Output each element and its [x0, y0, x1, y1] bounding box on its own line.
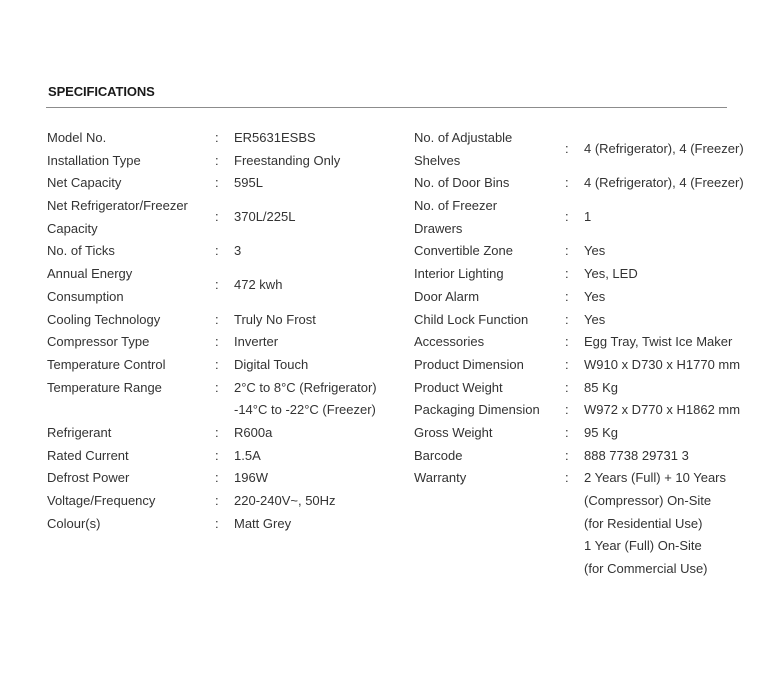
spec-separator: : [565, 424, 569, 440]
spec-separator: : [565, 402, 569, 418]
spec-value [234, 240, 241, 263]
spec-separator: : [565, 334, 569, 350]
spec-value-line: 888 7738 29731 3 [584, 447, 689, 463]
spec-label-line: Convertible Zone [414, 243, 513, 259]
spec-label [414, 263, 504, 286]
spec-separator: : [215, 277, 219, 293]
spec-value [234, 354, 308, 377]
spec-value-line: (Compressor) On-Site [584, 493, 712, 509]
spec-value-line: 2°C to 8°C (Refrigerator) [234, 379, 377, 395]
spec-label [414, 331, 484, 354]
spec-separator: : [215, 334, 219, 350]
spec-separator: : [215, 424, 219, 440]
spec-value [234, 445, 261, 468]
spec-label [414, 467, 466, 490]
spec-label-line: Net Refrigerator/Freezer [47, 198, 188, 214]
spec-separator: : [565, 243, 569, 259]
spec-label-line: Temperature Control [47, 356, 166, 372]
spec-value-line: Yes [584, 288, 606, 304]
spec-value [584, 263, 638, 286]
spec-label-line: Compressor Type [47, 334, 150, 350]
spec-label [47, 513, 100, 536]
spec-value [234, 274, 282, 297]
spec-label-line: Barcode [414, 447, 463, 463]
spec-label [414, 309, 528, 332]
spec-value [234, 206, 295, 229]
spec-label-line: Colour(s) [47, 515, 101, 531]
spec-value [234, 127, 316, 150]
spec-separator: : [215, 356, 219, 372]
spec-value-line: 1.5A [234, 447, 261, 463]
spec-label [414, 354, 524, 377]
spec-value-line: 95 Kg [584, 424, 618, 440]
spec-separator: : [565, 447, 569, 463]
spec-value-line: 4 (Refrigerator), 4 (Freezer) [584, 141, 744, 157]
spec-value-line: Digital Touch [234, 356, 309, 372]
spec-value [234, 377, 377, 422]
spec-value-line: (for Commercial Use) [584, 561, 708, 577]
spec-separator: : [215, 515, 219, 531]
spec-value-line: R600a [234, 424, 273, 440]
spec-value [584, 240, 605, 263]
spec-label [414, 127, 512, 172]
spec-label [47, 354, 166, 377]
spec-label [47, 263, 132, 308]
spec-label [47, 195, 188, 240]
spec-value [584, 206, 591, 229]
spec-value [234, 172, 263, 195]
spec-label [414, 172, 509, 195]
spec-value [584, 331, 732, 354]
spec-label [414, 399, 540, 422]
spec-value-line: 4 (Refrigerator), 4 (Freezer) [584, 175, 744, 191]
spec-label-line: Drawers [414, 220, 463, 236]
spec-value-line: 472 kwh [234, 277, 283, 293]
spec-label-line: No. of Ticks [47, 243, 115, 259]
spec-label-line: Capacity [47, 220, 98, 236]
spec-label [47, 422, 111, 445]
spec-value [584, 377, 618, 400]
spec-value-line: Yes [584, 243, 606, 259]
spec-value-line: 220-240V~, 50Hz [234, 493, 336, 509]
spec-separator: : [215, 152, 219, 168]
spec-label-line: Packaging Dimension [414, 402, 540, 418]
spec-separator: : [215, 493, 219, 509]
spec-label [47, 150, 141, 173]
specifications-heading: SPECIFICATIONS [48, 84, 155, 99]
spec-separator: : [215, 379, 219, 395]
spec-separator: : [565, 266, 569, 282]
spec-label-line: Installation Type [47, 152, 141, 168]
spec-value-line: 1 [584, 209, 592, 225]
spec-value-line: 3 [234, 243, 242, 259]
spec-label [47, 309, 160, 332]
spec-label-line: No. of Door Bins [414, 175, 510, 191]
spec-value-line: Yes [584, 311, 606, 327]
spec-label [414, 240, 513, 263]
spec-label-line: Voltage/Frequency [47, 493, 156, 509]
spec-value-line: 595L [234, 175, 263, 191]
spec-value-line: 1 Year (Full) On-Site [584, 538, 702, 554]
spec-label-line: Accessories [414, 334, 485, 350]
spec-label-line: Annual Energy [47, 266, 133, 282]
spec-value [234, 422, 272, 445]
spec-value [584, 399, 740, 422]
spec-label [414, 195, 497, 240]
spec-value [584, 467, 726, 580]
spec-label [47, 331, 149, 354]
spec-label-line: Net Capacity [47, 175, 122, 191]
spec-value [234, 513, 291, 536]
spec-value-line: 2 Years (Full) + 10 Years [584, 470, 727, 486]
spec-value-line: -14°C to -22°C (Freezer) [234, 402, 376, 418]
spec-label-line: Model No. [47, 130, 107, 145]
spec-label-line: Gross Weight [414, 424, 493, 440]
spec-value-line: Freestanding Only [234, 152, 341, 168]
spec-value-line: Truly No Frost [234, 311, 316, 327]
spec-label-line: Warranty [414, 470, 467, 486]
spec-value [584, 422, 618, 445]
spec-value [584, 445, 689, 468]
spec-label [47, 467, 129, 490]
spec-value-line: W972 x D770 x H1862 mm [584, 402, 741, 418]
spec-value-line: Inverter [234, 334, 279, 350]
spec-separator: : [215, 470, 219, 486]
spec-label-line: Interior Lighting [414, 266, 504, 282]
spec-label-line: Product Weight [414, 379, 503, 395]
spec-value [234, 150, 340, 173]
spec-label-line: Temperature Range [47, 379, 162, 395]
spec-value [234, 309, 316, 332]
spec-label-line: Cooling Technology [47, 311, 161, 327]
spec-label [414, 422, 493, 445]
spec-separator: : [565, 288, 569, 304]
spec-label-line: No. of Freezer [414, 198, 498, 214]
spec-separator: : [565, 209, 569, 225]
spec-separator: : [215, 209, 219, 225]
spec-label [47, 490, 155, 513]
spec-value [234, 331, 278, 354]
spec-separator: : [565, 470, 569, 486]
spec-label [47, 127, 106, 150]
spec-separator: : [565, 175, 569, 191]
spec-label [47, 445, 129, 468]
spec-value-line: (for Residential Use) [584, 515, 703, 531]
spec-value [234, 490, 336, 513]
spec-value-line: ER5631ESBS [234, 130, 316, 145]
spec-label [414, 286, 479, 309]
spec-value [584, 354, 740, 377]
spec-separator: : [565, 141, 569, 157]
spec-value-line: Egg Tray, Twist Ice Maker [584, 334, 733, 350]
spec-separator: : [215, 311, 219, 327]
spec-label [47, 377, 162, 400]
spec-value-line: Matt Grey [234, 515, 292, 531]
spec-separator: : [215, 243, 219, 259]
spec-label-line: Door Alarm [414, 288, 480, 304]
spec-separator: : [215, 130, 219, 145]
spec-value [584, 286, 605, 309]
spec-value-line: 85 Kg [584, 379, 618, 395]
spec-value [584, 172, 744, 195]
spec-label [414, 445, 462, 468]
spec-separator: : [215, 447, 219, 463]
spec-label [414, 377, 503, 400]
spec-label [47, 172, 121, 195]
spec-label-line: Rated Current [47, 447, 129, 463]
spec-value [234, 467, 268, 490]
spec-label-line: No. of Adjustable [414, 130, 513, 145]
heading-divider [46, 107, 727, 108]
spec-label-line: Product Dimension [414, 356, 524, 372]
spec-value-line: Yes, LED [584, 266, 638, 282]
spec-label-line: Consumption [47, 288, 124, 304]
spec-separator: : [565, 311, 569, 327]
spec-label-line: Refrigerant [47, 424, 112, 440]
spec-separator: : [565, 356, 569, 372]
spec-value-line: 370L/225L [234, 209, 296, 225]
spec-label-line: Shelves [414, 152, 461, 168]
spec-value [584, 309, 605, 332]
spec-value-line: 196W [234, 470, 268, 486]
spec-label-line: Defrost Power [47, 470, 130, 486]
spec-value [584, 138, 744, 161]
spec-label-line: Child Lock Function [414, 311, 529, 327]
spec-separator: : [215, 175, 219, 191]
spec-value-line: W910 x D730 x H1770 mm [584, 356, 741, 372]
spec-label [47, 240, 115, 263]
spec-separator: : [565, 379, 569, 395]
